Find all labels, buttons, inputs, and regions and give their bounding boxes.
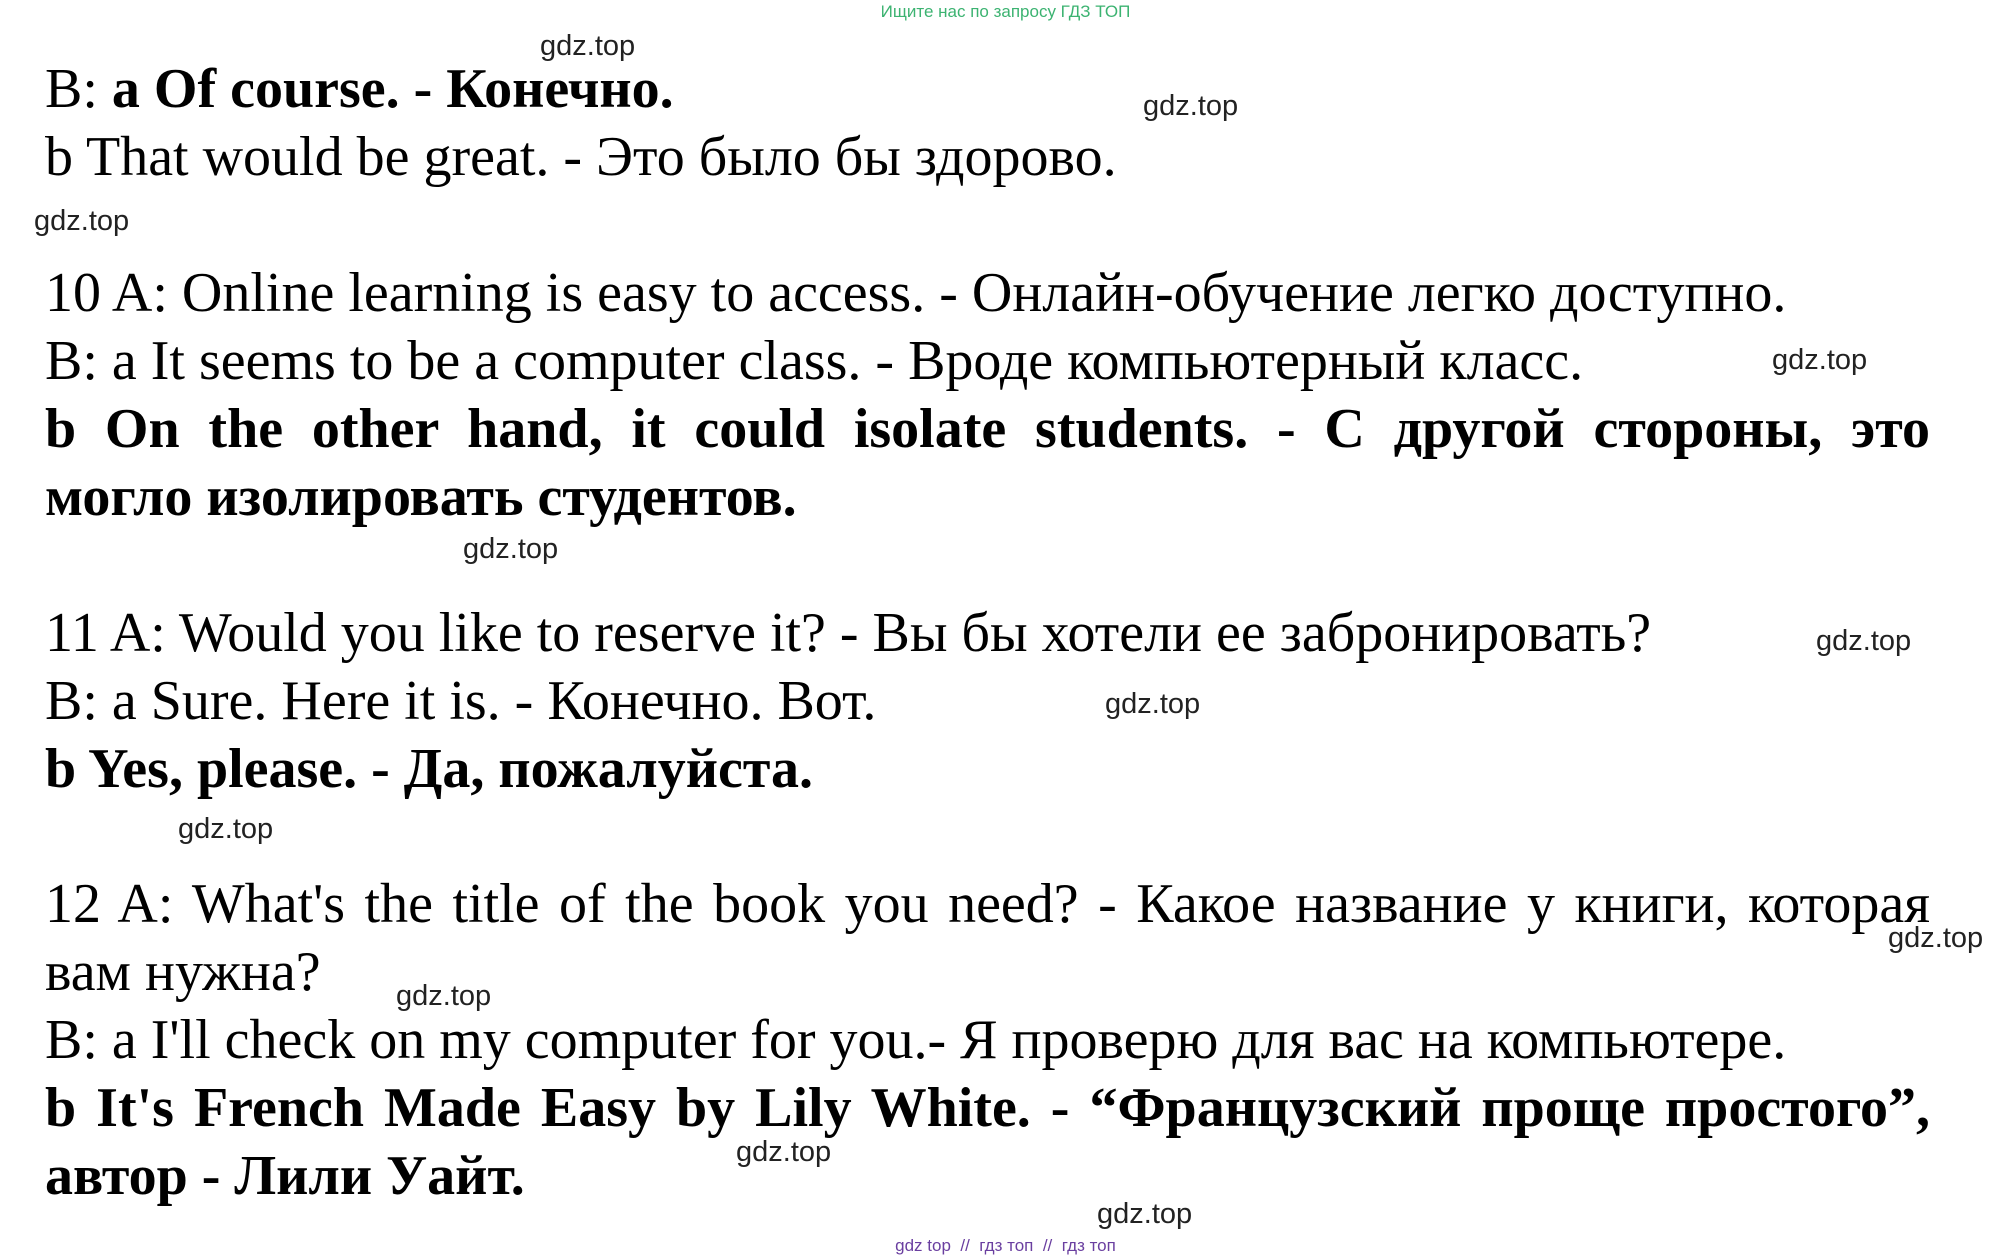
text-line (45, 1145, 525, 1207)
watermark-label: gdz.top (540, 30, 636, 62)
watermark-label: gdz.top (1097, 1198, 1193, 1230)
answer-text: 10 A: Online learning is easy to access. - Онлайн-обучение легко доступно. (45, 262, 1787, 324)
answer-text: B: a It seems to be a computer class. - Вроде компьютерный класс. (45, 330, 1584, 392)
text-line (45, 330, 1583, 392)
bottom-banner: gdz top // гдз топ // гдз топ (895, 1236, 1116, 1255)
watermark-label: gdz.top (1888, 922, 1984, 954)
answer-text: вам нужна? (45, 941, 321, 1003)
text-line (45, 873, 1930, 935)
answer-text-bold: могло изолировать студентов. (45, 466, 797, 528)
text-line (45, 670, 876, 732)
text-line (45, 738, 813, 800)
watermark-label: gdz.top (1143, 90, 1239, 122)
watermark-label: gdz.top (1816, 625, 1912, 657)
text-line (45, 398, 1930, 460)
answer-text-bold: a Of course. - Конечно. (111, 58, 674, 120)
answer-text: 12 A: What's the title of the book you need? - Какое название у книги, которая (45, 873, 1930, 935)
text-line (45, 602, 1651, 664)
text-line (45, 262, 1786, 324)
answer-text-bold: b Yes, please. - Да, пожалуйста. (45, 738, 814, 800)
answer-text: B: a I'll check on my computer for you.- Я проверю для вас на компьютере. (45, 1009, 1787, 1071)
answer-text: 11 A: Would you like to reserve it? - Вы бы хотели ее забронировать? (45, 602, 1652, 664)
text-line (45, 126, 1117, 188)
answer-text: b That would be great. - Это было бы здорово. (45, 126, 1117, 188)
watermark-label: gdz.top (396, 980, 492, 1012)
text-line (45, 1009, 1786, 1071)
watermark-label: gdz.top (736, 1136, 832, 1168)
watermark-label: gdz.top (463, 533, 559, 565)
top-banner: Ищите нас по запросу ГДЗ ТОП (880, 2, 1131, 21)
answer-text-bold: b It's French Made Easy by Lily White. - “Французский проще простого”, (45, 1077, 1930, 1139)
answer-text: B: a Sure. Here it is. - Конечно. Вот. (45, 670, 877, 732)
text-line (45, 1077, 1930, 1139)
text-line (45, 58, 674, 120)
text-line (45, 941, 321, 1003)
answer-text-bold: автор - Лили Уайт. (45, 1145, 525, 1207)
text-line (45, 466, 797, 528)
watermark-label: gdz.top (1105, 688, 1201, 720)
watermark-label: gdz.top (34, 205, 130, 237)
answer-text-bold: b On the other hand, it could isolate students. - С другой стороны, это (45, 398, 1930, 460)
answer-text: B: (45, 58, 112, 120)
watermark-label: gdz.top (1772, 344, 1868, 376)
watermark-label: gdz.top (178, 813, 274, 845)
